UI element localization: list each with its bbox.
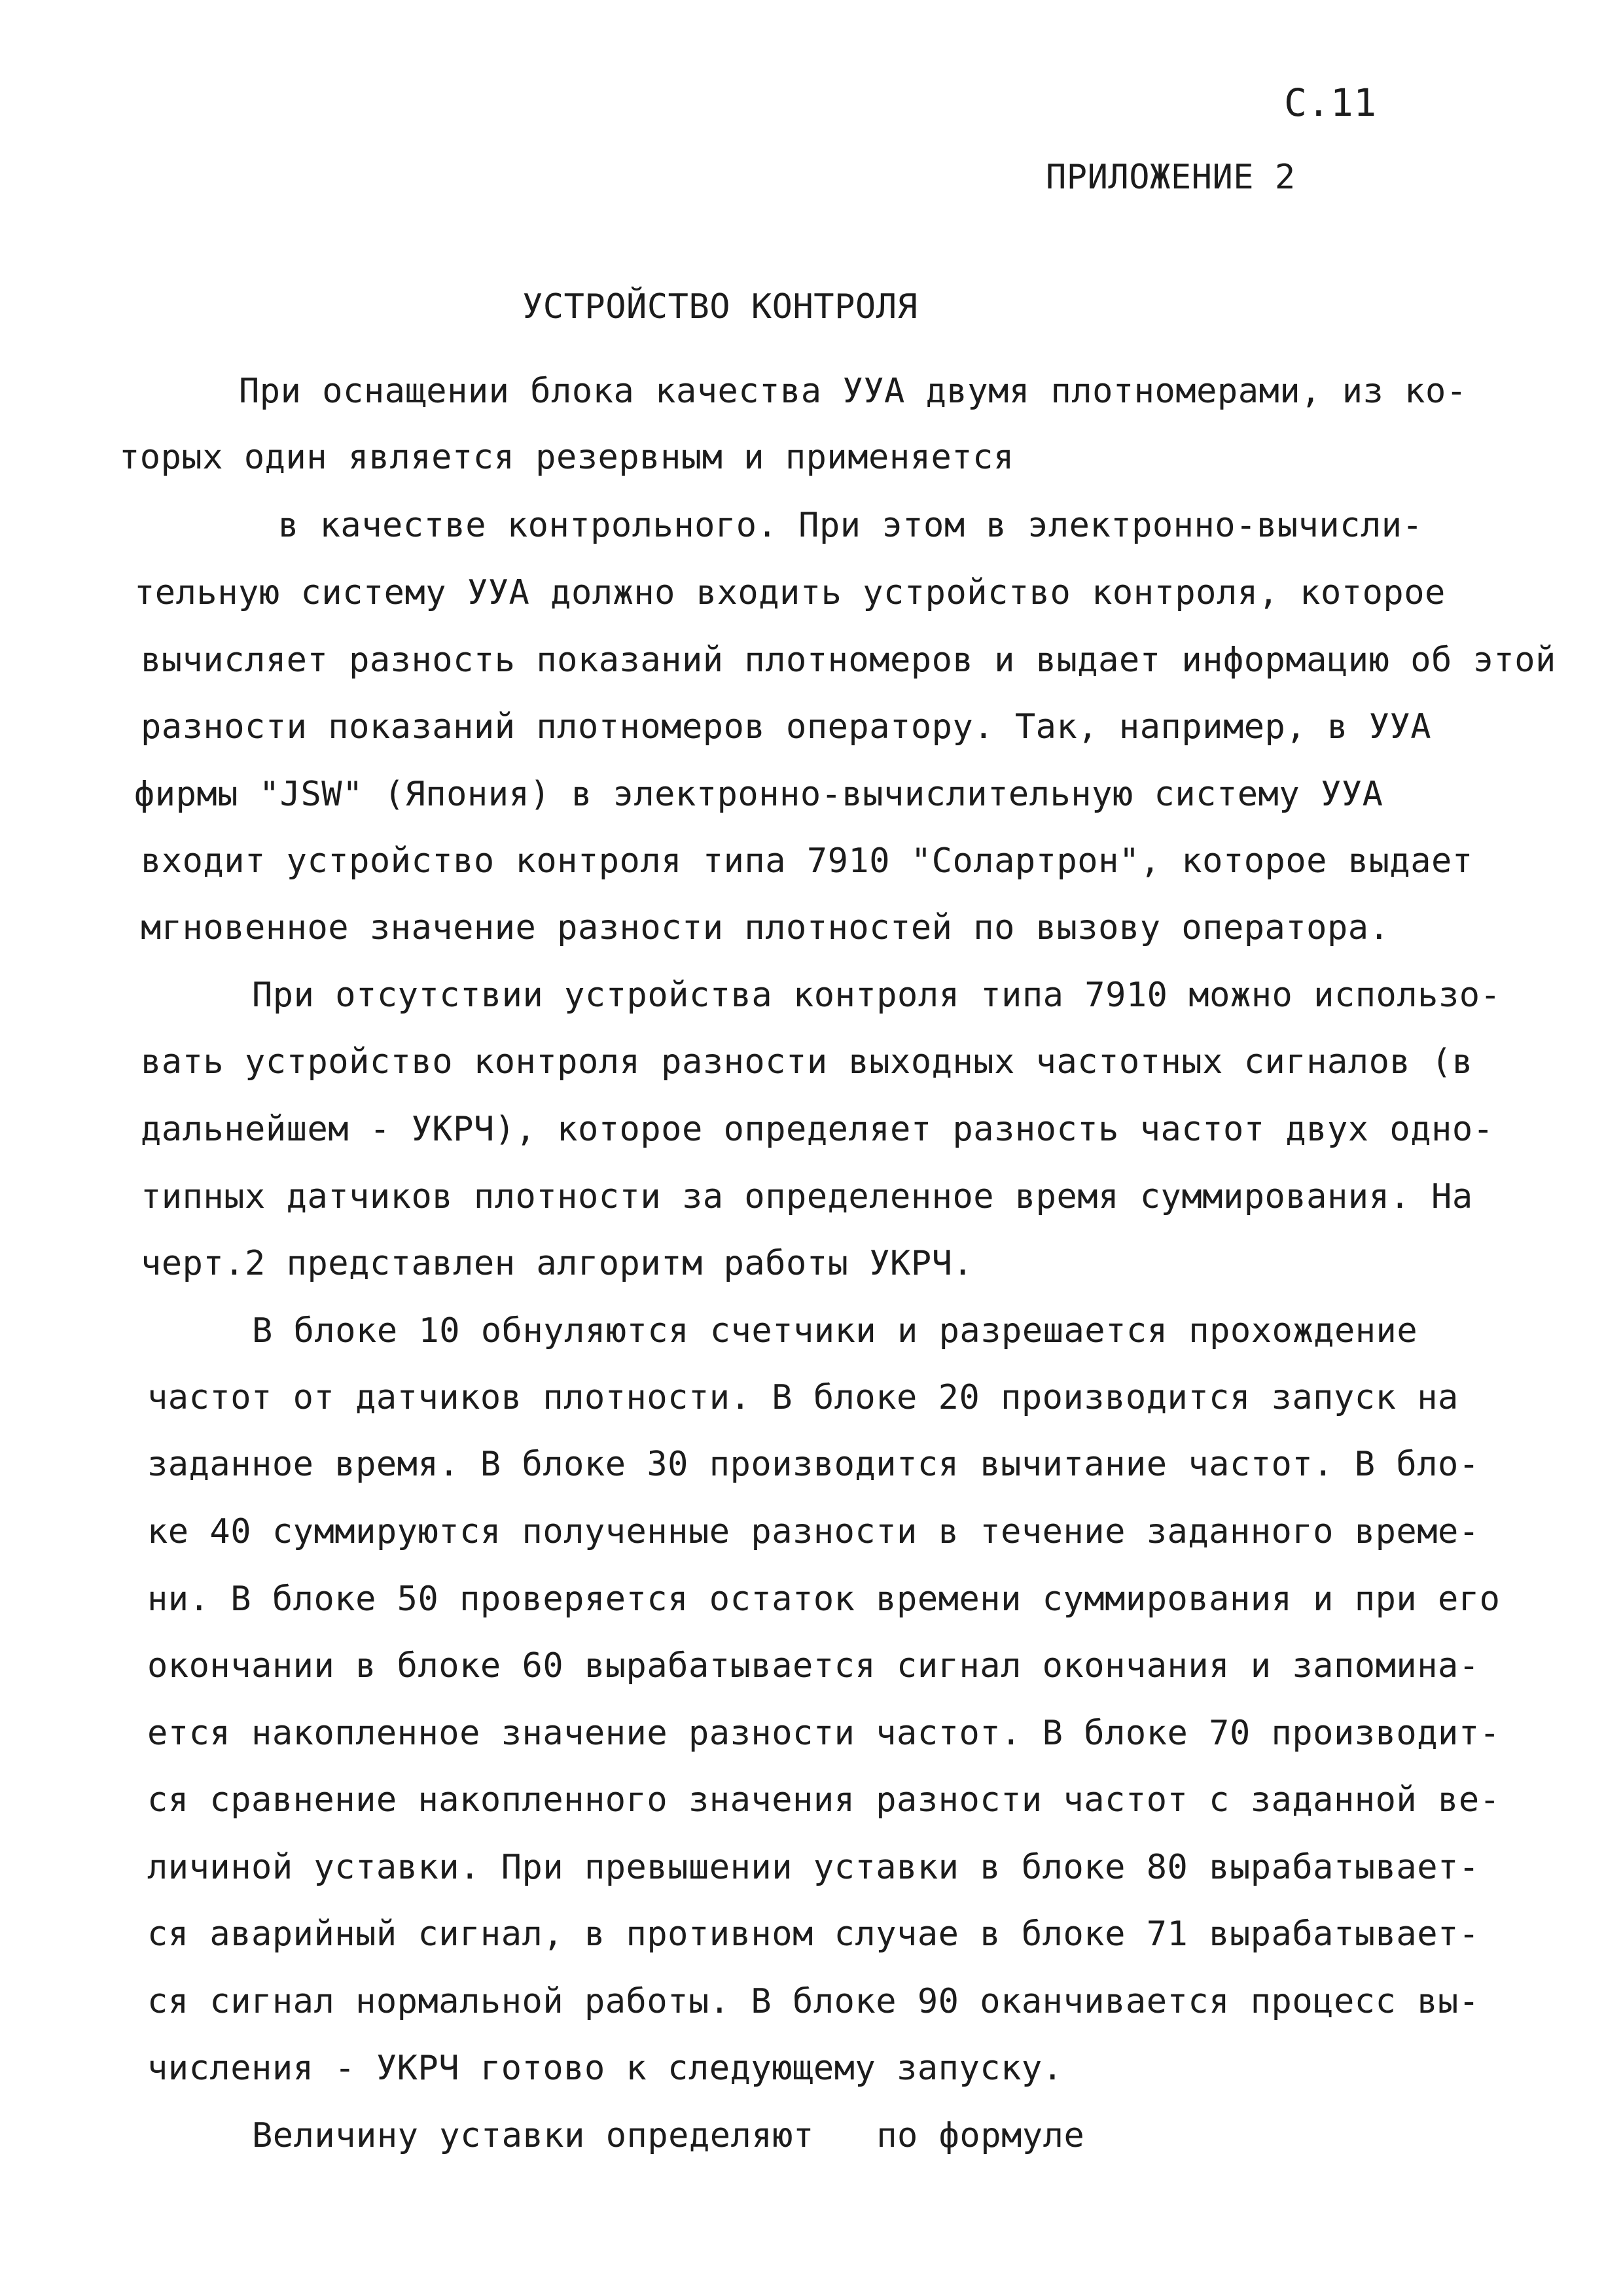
paragraph-line: торых один является резервным и применяется — [119, 438, 1014, 477]
paragraph-line: личиной уставки. При превышении уставки в блоке 80 вырабатывает- — [147, 1848, 1480, 1887]
paragraph-line: входит устройство контроля типа 7910 "Солартрон", которое выдает — [141, 841, 1473, 881]
paragraph-line: черт.2 представлен алгоритм работы УКРЧ. — [141, 1244, 974, 1283]
paragraph-line: При отсутствии устройства контроля типа 7910 можно использо- — [252, 976, 1501, 1015]
paragraph-line: в качестве контрольного. При этом в электронно-вычисли- — [278, 506, 1423, 545]
paragraph-line: ни. В блоке 50 проверяется остаток времени суммирования и при его — [147, 1580, 1501, 1619]
paragraph-line: типных датчиков плотности за определенное время суммирования. На — [141, 1177, 1473, 1216]
appendix-label: ПРИЛОЖЕНИЕ 2 — [1046, 158, 1296, 197]
paragraph-line: вычисляет разность показаний плотномеров и выдает информацию об этой — [141, 641, 1556, 680]
paragraph-line: ке 40 суммируются полученные разности в течение заданного време- — [147, 1512, 1480, 1551]
page-number: С.11 — [1284, 80, 1377, 125]
paragraph-line: заданное время. В блоке 30 производится вычитание частот. В бло- — [147, 1445, 1480, 1484]
paragraph-line: окончании в блоке 60 вырабатывается сигнал окончания и запомина- — [147, 1646, 1480, 1686]
paragraph-line: числения - УКРЧ готово к следующему запуску. — [147, 2049, 1063, 2088]
paragraph-line: фирмы "JSW" (Япония) в электронно-вычислительную систему УУА — [134, 775, 1383, 814]
paragraph-line: разности показаний плотномеров оператору. Так, например, в УУА — [141, 707, 1432, 747]
paragraph-line: При оснащении блока качества УУА двумя плотномерами, из ко- — [239, 372, 1467, 411]
paragraph-line: ся сигнал нормальной работы. В блоке 90 оканчивается процесс вы- — [147, 1982, 1480, 2021]
paragraph-line: тельную систему УУА должно входить устройство контроля, которое — [134, 573, 1446, 612]
paragraph-line: ся аварийный сигнал, в противном случае в блоке 71 вырабатывает- — [147, 1915, 1480, 1954]
paragraph-line: Величину уставки определяют по формуле — [252, 2116, 1085, 2155]
paragraph-line: ется накопленное значение разности частот. В блоке 70 производит- — [147, 1714, 1501, 1753]
paragraph-line: В блоке 10 обнуляются счетчики и разрешается прохождение — [252, 1311, 1418, 1351]
paragraph-line: вать устройство контроля разности выходных частотных сигналов (в — [141, 1042, 1473, 1082]
paragraph-line: дальнейшем - УКРЧ), которое определяет разность частот двух одно- — [141, 1110, 1494, 1149]
paragraph-line: мгновенное значение разности плотностей по вызову оператора. — [141, 908, 1390, 947]
paragraph-line: частот от датчиков плотности. В блоке 20 производится запуск на — [147, 1378, 1459, 1417]
document-title: УСТРОЙСТВО КОНТРОЛЯ — [522, 287, 918, 327]
paragraph-line: ся сравнение накопленного значения разности частот с заданной ве- — [147, 1780, 1501, 1820]
